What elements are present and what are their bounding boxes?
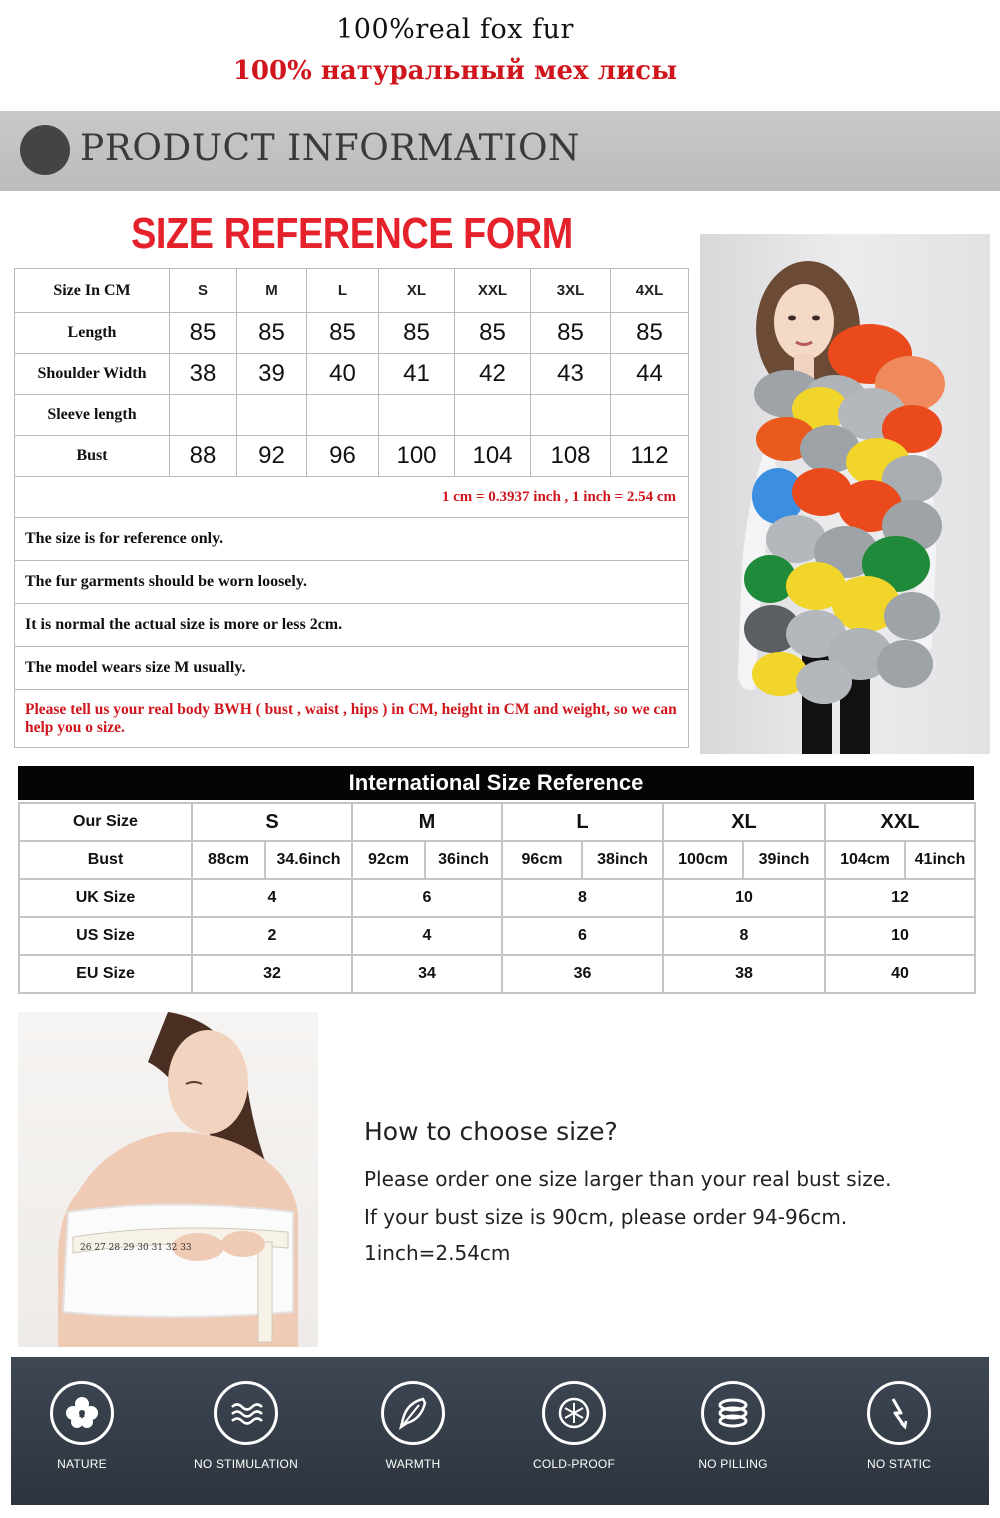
table-cell: 88 xyxy=(170,436,237,477)
size-header-cell: 3XL xyxy=(531,269,611,313)
table-cell: 41 xyxy=(379,354,455,395)
table-cell: 38 xyxy=(170,354,237,395)
table-cell: 96cm xyxy=(502,841,582,879)
table-cell: 38inch xyxy=(582,841,663,879)
table-cell: 108 xyxy=(531,436,611,477)
feature-label: COLD-PROOF xyxy=(532,1457,615,1471)
size-header-row xyxy=(15,269,689,313)
table-row xyxy=(15,436,689,477)
table-row xyxy=(15,395,689,436)
bust-measure-illustration xyxy=(18,1012,318,1347)
table-cell: 85 xyxy=(170,313,237,354)
table-cell: 40 xyxy=(307,354,379,395)
intl-size-header: XXL xyxy=(825,803,975,841)
note-text: The fur garments should be worn loosely. xyxy=(15,561,689,604)
note-text: The size is for reference only. xyxy=(15,518,689,561)
wavy-lines-icon xyxy=(214,1381,278,1445)
intl-size-title: International Size Reference xyxy=(18,766,974,800)
table-cell: 112 xyxy=(611,436,689,477)
note-text: It is normal the actual size is more or less 2cm. xyxy=(15,604,689,647)
title-russian: 100% натуральный мех лисы xyxy=(232,56,678,86)
lightning-icon xyxy=(867,1381,931,1445)
intl-size-header: XL xyxy=(663,803,825,841)
feature-item xyxy=(668,1381,798,1471)
fur-blobs xyxy=(744,324,945,704)
row-label: UK Size xyxy=(19,879,192,917)
table-cell: 44 xyxy=(611,354,689,395)
feature-label: NATURE xyxy=(57,1457,107,1471)
table-cell: 10 xyxy=(825,917,975,955)
feature-strip xyxy=(11,1357,989,1505)
table-cell: 39inch xyxy=(743,841,825,879)
table-cell: 12 xyxy=(825,879,975,917)
row-label: Shoulder Width xyxy=(15,354,170,395)
table-cell: 100 xyxy=(379,436,455,477)
howto-title: How to choose size? xyxy=(364,1117,618,1146)
table-cell: 6 xyxy=(502,917,663,955)
table-cell: 92 xyxy=(237,436,307,477)
table-cell: 85 xyxy=(531,313,611,354)
table-cell: 92cm xyxy=(352,841,425,879)
table-cell: 8 xyxy=(663,917,825,955)
size-reference-table xyxy=(14,268,689,748)
table-row xyxy=(19,879,975,917)
table-cell: 85 xyxy=(237,313,307,354)
request-note: Please tell us your real body BWH ( bust , waist , hips ) in CM, height in CM and weight, so we can help you o size. xyxy=(15,690,689,748)
table-cell: 10 xyxy=(663,879,825,917)
table-cell xyxy=(531,395,611,436)
table-row xyxy=(19,841,975,879)
table-cell: 85 xyxy=(307,313,379,354)
table-cell: 104 xyxy=(455,436,531,477)
feature-label: NO STIMULATION xyxy=(194,1457,298,1471)
table-cell: 4 xyxy=(192,879,352,917)
row-label: Sleeve length xyxy=(15,395,170,436)
row-label: US Size xyxy=(19,917,192,955)
howto-line: 1inch=2.54cm xyxy=(364,1241,511,1265)
table-cell xyxy=(611,395,689,436)
note-row xyxy=(15,518,689,561)
feature-label: NO STATIC xyxy=(866,1457,932,1471)
swirl-icon xyxy=(701,1381,765,1445)
model-photo xyxy=(700,234,990,754)
size-header-cell: M xyxy=(237,269,307,313)
snowflake-shield-icon xyxy=(542,1381,606,1445)
size-header-cell: XL xyxy=(379,269,455,313)
size-corner-cell: Size In CM xyxy=(15,269,170,313)
table-cell: 6 xyxy=(352,879,502,917)
tape-numbers: 26 27 28 29 30 31 32 33 xyxy=(80,1243,192,1253)
intl-size-header: M xyxy=(352,803,502,841)
note-row xyxy=(15,647,689,690)
table-row xyxy=(15,313,689,354)
table-cell: 41inch xyxy=(905,841,975,879)
table-cell xyxy=(455,395,531,436)
conversion-row xyxy=(15,477,689,518)
table-cell: 39 xyxy=(237,354,307,395)
table-cell: 38 xyxy=(663,955,825,993)
note-row xyxy=(15,604,689,647)
table-cell: 96 xyxy=(307,436,379,477)
table-cell: 85 xyxy=(379,313,455,354)
banner-title: PRODUCT INFORMATION xyxy=(80,128,580,169)
feature-item xyxy=(348,1381,478,1471)
banner-circle-icon xyxy=(20,125,70,175)
table-cell: 40 xyxy=(825,955,975,993)
size-header-cell: L xyxy=(307,269,379,313)
feature-item xyxy=(834,1381,964,1471)
intl-size-header: S xyxy=(192,803,352,841)
table-cell: 88cm xyxy=(192,841,265,879)
feature-label: NO PILLING xyxy=(698,1457,768,1471)
table-cell: 36 xyxy=(502,955,663,993)
table-cell: 34 xyxy=(352,955,502,993)
conversion-note: 1 cm = 0.3937 inch , 1 inch = 2.54 cm xyxy=(15,477,689,518)
table-cell xyxy=(237,395,307,436)
title-english: 100%real fox fur xyxy=(336,14,574,45)
size-header-cell: XXL xyxy=(455,269,531,313)
feature-item xyxy=(509,1381,639,1471)
size-form-title: SIZE REFERENCE FORM xyxy=(131,209,573,258)
bust-measure-photo xyxy=(18,1012,318,1347)
table-cell xyxy=(307,395,379,436)
table-cell xyxy=(170,395,237,436)
howto-line: Please order one size larger than your real bust size. xyxy=(364,1167,892,1191)
feather-icon xyxy=(381,1381,445,1445)
intl-size-header: L xyxy=(502,803,663,841)
table-cell: 8 xyxy=(502,879,663,917)
note-row xyxy=(15,690,689,748)
table-cell: 42 xyxy=(455,354,531,395)
table-row xyxy=(15,354,689,395)
feature-label: WARMTH xyxy=(385,1457,441,1471)
intl-header-row xyxy=(19,803,975,841)
fur-vest-illustration xyxy=(700,234,990,754)
note-text: The model wears size M usually. xyxy=(15,647,689,690)
table-cell: 104cm xyxy=(825,841,905,879)
table-cell: 85 xyxy=(611,313,689,354)
table-cell: 85 xyxy=(455,313,531,354)
table-cell: 34.6inch xyxy=(265,841,352,879)
table-cell: 100cm xyxy=(663,841,743,879)
row-label: Length xyxy=(15,313,170,354)
clover-icon xyxy=(50,1381,114,1445)
feature-item xyxy=(17,1381,147,1471)
row-label: Bust xyxy=(19,841,192,879)
table-cell: 36inch xyxy=(425,841,502,879)
table-row xyxy=(19,955,975,993)
table-cell: 2 xyxy=(192,917,352,955)
row-label: Our Size xyxy=(19,803,192,841)
size-header-cell: 4XL xyxy=(611,269,689,313)
size-header-cell: S xyxy=(170,269,237,313)
table-cell: 4 xyxy=(352,917,502,955)
table-cell: 43 xyxy=(531,354,611,395)
table-cell: 32 xyxy=(192,955,352,993)
howto-line: If your bust size is 90cm, please order 94-96cm. xyxy=(364,1205,848,1229)
row-label: Bust xyxy=(15,436,170,477)
table-row xyxy=(19,917,975,955)
feature-item xyxy=(181,1381,311,1471)
table-cell xyxy=(379,395,455,436)
intl-size-table xyxy=(18,802,976,994)
row-label: EU Size xyxy=(19,955,192,993)
note-row xyxy=(15,561,689,604)
